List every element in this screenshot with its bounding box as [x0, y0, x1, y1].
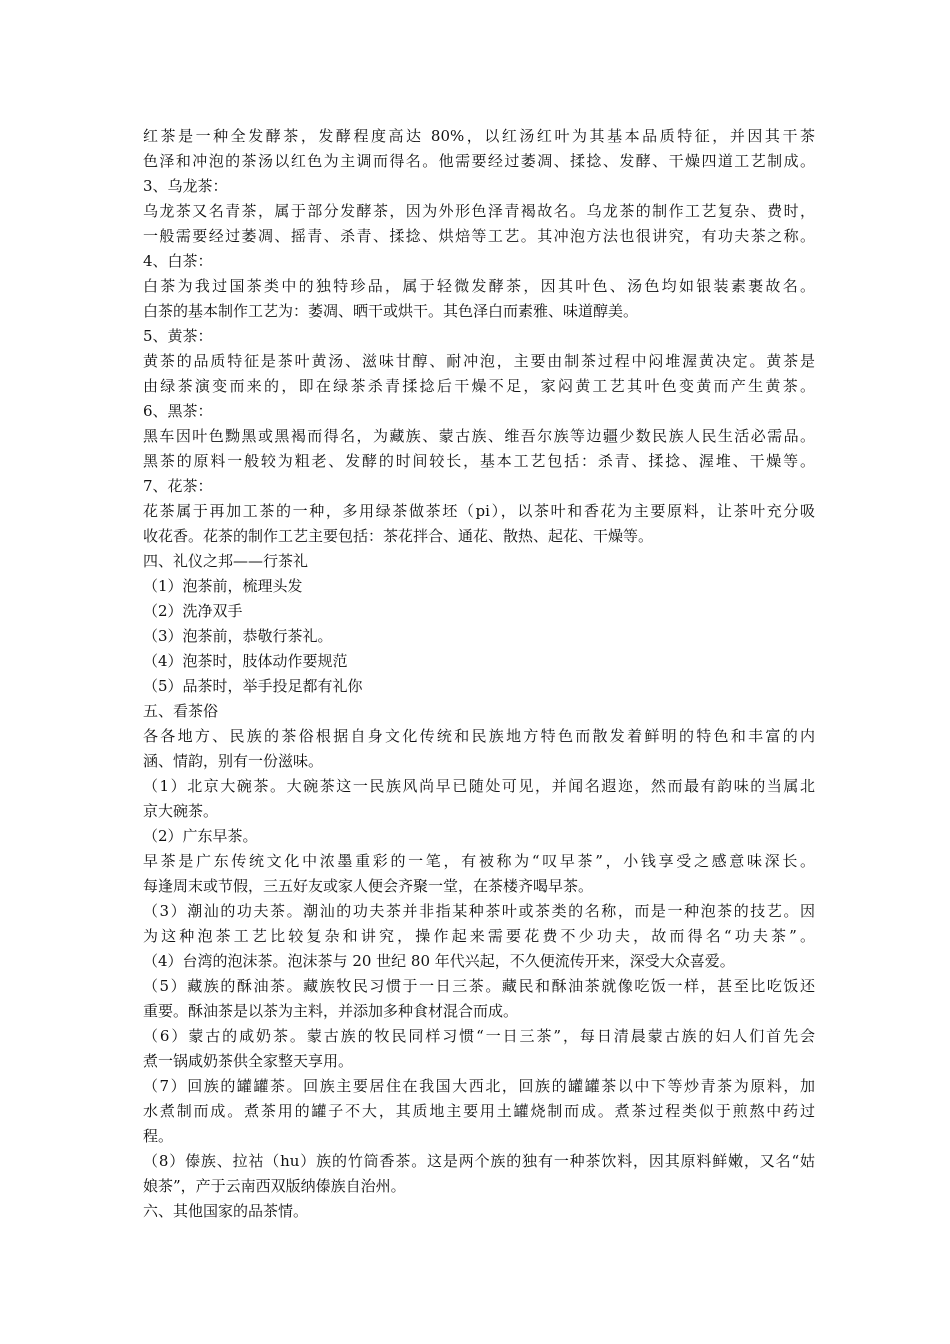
text-line: 收花香。花茶的制作工艺主要包括：茶花拌合、通花、散热、起花、干燥等。 [143, 527, 654, 545]
text-line: （3）泡茶前，恭敬行茶礼。 [143, 627, 333, 645]
text-line: 4、白茶： [143, 252, 213, 270]
text-line: 水煮制而成。煮茶用的罐子不大，其质地主要用土罐烧制而成。煮茶过程类似于煎熬中药过 [143, 1102, 815, 1120]
text-line: （5）品茶时，举手投足都有礼你 [143, 677, 363, 695]
text-line: 煮一锅咸奶茶供全家整天享用。 [143, 1052, 354, 1070]
text-line: 一般需要经过萎凋、摇青、杀青、揉捻、烘焙等工艺。其冲泡方法也很讲究，有功夫茶之称。 [143, 227, 815, 245]
text-line: 6、黑茶： [143, 402, 213, 420]
text-line: （4）泡茶时，肢体动作要规范 [143, 652, 348, 670]
text-line: （5）藏族的酥油茶。藏族牧民习惯于一日三茶。藏民和酥油茶就像吃饭一样，甚至比吃饭还 [143, 977, 815, 995]
text-line: 色泽和冲泡的茶汤以红色为主调而得名。他需要经过萎凋、揉捻、发酵、干燥四道工艺制成。 [143, 152, 815, 170]
text-line: 娘茶”，产于云南西双版纳傣族自治州。 [143, 1177, 406, 1195]
text-line: （7）回族的罐罐茶。回族主要居住在我国大西北，回族的罐罐茶以中下等炒青茶为原料，加 [143, 1077, 815, 1095]
text-line: 白茶的基本制作工艺为：萎凋、晒干或烘干。其色泽白而素雅、味道醇美。 [143, 302, 639, 320]
text-line: 京大碗茶。 [143, 802, 219, 820]
text-line: （4）台湾的泡沫茶。泡沫茶与 20 世纪 80 年代兴起，不久便流传开来，深受大众喜爱。 [143, 952, 735, 970]
text-line: 黑茶的原料一般较为粗老、发酵的时间较长，基本工艺包括：杀青、揉捻、渥堆、干燥等。 [143, 452, 815, 470]
text-line: 红茶是一种全发酵茶，发酵程度高达 80%，以红汤红叶为其基本品质特征，并因其干茶 [143, 127, 815, 145]
text-line: 白茶为我过国茶类中的独特珍品，属于轻微发酵茶，因其叶色、汤色均如银装素裹故名。 [143, 277, 815, 295]
text-line: 由绿茶演变而来的，即在绿茶杀青揉捻后干燥不足，家闷黄工艺其叶色变黄而产生黄茶。 [143, 377, 815, 395]
text-line: 乌龙茶又名青茶，属于部分发酵茶，因为外形色泽青褐故名。乌龙茶的制作工艺复杂、费时， [143, 202, 815, 220]
text-line: （1）泡茶前，梳理头发 [143, 577, 303, 595]
text-line: 五、看茶俗 [143, 702, 219, 720]
text-line: 7、花茶： [143, 477, 213, 495]
text-line: 为这种泡茶工艺比较复杂和讲究，操作起来需要花费不少功夫，故而得名“功夫茶”。 [143, 927, 815, 945]
text-line: （6）蒙古的咸奶茶。蒙古族的牧民同样习惯“一日三茶”，每日清晨蒙古族的妇人们首先会 [143, 1027, 815, 1045]
text-line: 5、黄茶： [143, 327, 213, 345]
text-line: （2）广东早茶。 [143, 827, 258, 845]
text-line: 花茶属于再加工茶的一种，多用绿茶做茶坯（pi），以茶叶和香花为主要原料，让茶叶充分吸 [143, 502, 815, 520]
text-line: 黑车因叶色黝黑或黑褐而得名，为藏族、蒙古族、维吾尔族等边疆少数民族人民生活必需品。 [143, 427, 815, 445]
text-line: （8）傣族、拉祜（hu）族的竹筒香茶。这是两个族的独有一种茶饮料，因其原料鲜嫩，又名“姑 [143, 1152, 815, 1170]
text-line: 每逢周末或节假，三五好友或家人便会齐聚一堂，在茶楼齐喝早茶。 [143, 877, 594, 895]
text-line: 重要。酥油茶是以茶为主料，并添加多种食材混合而成。 [143, 1002, 519, 1020]
text-line: 各各地方、民族的茶俗根据自身文化传统和民族地方特色而散发着鲜明的特色和丰富的内 [143, 727, 815, 745]
text-line: （2）洗净双手 [143, 602, 243, 620]
text-line: 程。 [143, 1127, 174, 1145]
text-line: （1）北京大碗茶。大碗茶这一民族风尚早已随处可见，并闻名遐迩，然而最有韵味的当属北 [143, 777, 815, 795]
text-line: 黄茶的品质特征是茶叶黄汤、滋味甘醇、耐冲泡，主要由制茶过程中闷堆渥黄决定。黄茶是 [143, 352, 815, 370]
text-line: 早茶是广东传统文化中浓墨重彩的一笔，有被称为“叹早茶”，小钱享受之感意味深长。 [143, 852, 815, 870]
text-line: 3、乌龙茶： [143, 177, 228, 195]
text-line: 涵、情韵，别有一份滋味。 [143, 752, 324, 770]
text-line: 六、其他国家的品茶情。 [143, 1202, 309, 1220]
document-body [143, 124, 815, 1224]
text-line: （3）潮汕的功夫茶。潮汕的功夫茶并非指某种茶叶或茶类的名称，而是一种泡茶的技艺。因 [143, 902, 815, 920]
text-line: 四、礼仪之邦——行茶礼 [143, 552, 309, 570]
